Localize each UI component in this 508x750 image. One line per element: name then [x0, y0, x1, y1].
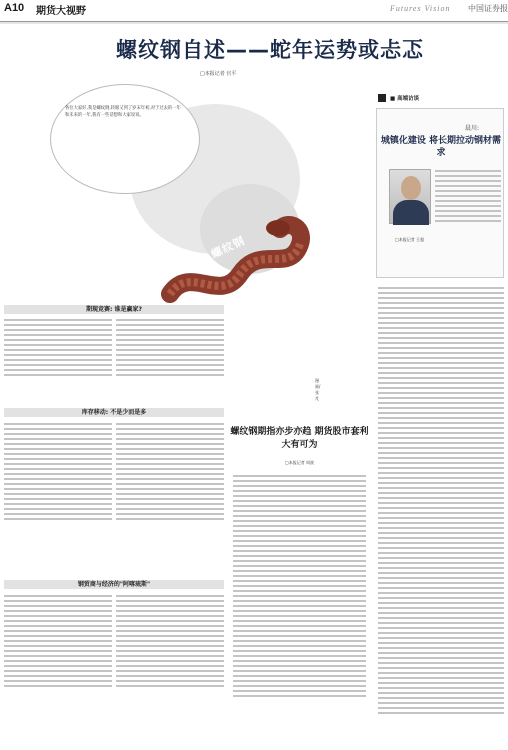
section-name: 期货大视野 — [36, 6, 86, 17]
body-text-col2 — [116, 420, 224, 523]
section-heading: 钢贸商与经济的"阿喀琉斯" — [4, 580, 224, 589]
newspaper-logo: 中国证券报 — [468, 4, 508, 13]
body-text-col2 — [116, 592, 224, 690]
tag-marker — [378, 94, 386, 102]
section-english: Futures Vision — [390, 4, 451, 13]
interview-panel — [376, 108, 504, 278]
portrait-head — [401, 176, 421, 200]
main-headline: 螺纹钢自述——蛇年运势或忐忑 — [116, 38, 424, 62]
body-text-col1 — [4, 316, 112, 379]
sidebar-article — [229, 420, 370, 750]
interviewee-photo — [389, 169, 431, 224]
speech-bubble — [50, 84, 200, 194]
bubble-text: 各位大家好,我是螺纹钢,转眼又到了岁末年初,对于过去的一年和未来的一年,我有一些话想和大家说说。 — [65, 106, 181, 118]
snake-label: 螺纹钢 — [209, 233, 248, 261]
interview-subtitle: 晨川: — [464, 125, 479, 132]
interview-tag: ■ 高端访谈 — [390, 96, 420, 102]
body-text-col1 — [4, 592, 112, 690]
sidebar-body — [233, 472, 366, 700]
body-text-col2 — [116, 316, 224, 379]
main-byline: □本报记者 官平 — [200, 71, 237, 77]
illustration-credit: 漫画/ 张芃 — [315, 378, 321, 401]
sidebar-headline: 螺纹钢期指亦步亦趋 期货股市套利大有可为 — [230, 427, 369, 450]
page-number: A10 — [4, 2, 25, 14]
page-header — [0, 0, 508, 22]
sidebar-byline: □本报记者 周波 — [284, 460, 315, 465]
portrait-suit — [393, 200, 429, 225]
interview-title: 城镇化建设 将长期拉动钢材需求 — [380, 136, 502, 158]
header-rule — [0, 22, 508, 24]
section-heading: 期现竞赛: 谁是赢家? — [4, 305, 224, 314]
body-text-col1 — [4, 420, 112, 523]
snake-illustration — [160, 204, 310, 309]
interview-credit: □本报记者 王超 — [395, 237, 425, 242]
section-heading: 库存移动: 不是少而是多 — [4, 408, 224, 417]
interview-body — [378, 284, 504, 717]
interviewee-bio — [435, 167, 501, 225]
